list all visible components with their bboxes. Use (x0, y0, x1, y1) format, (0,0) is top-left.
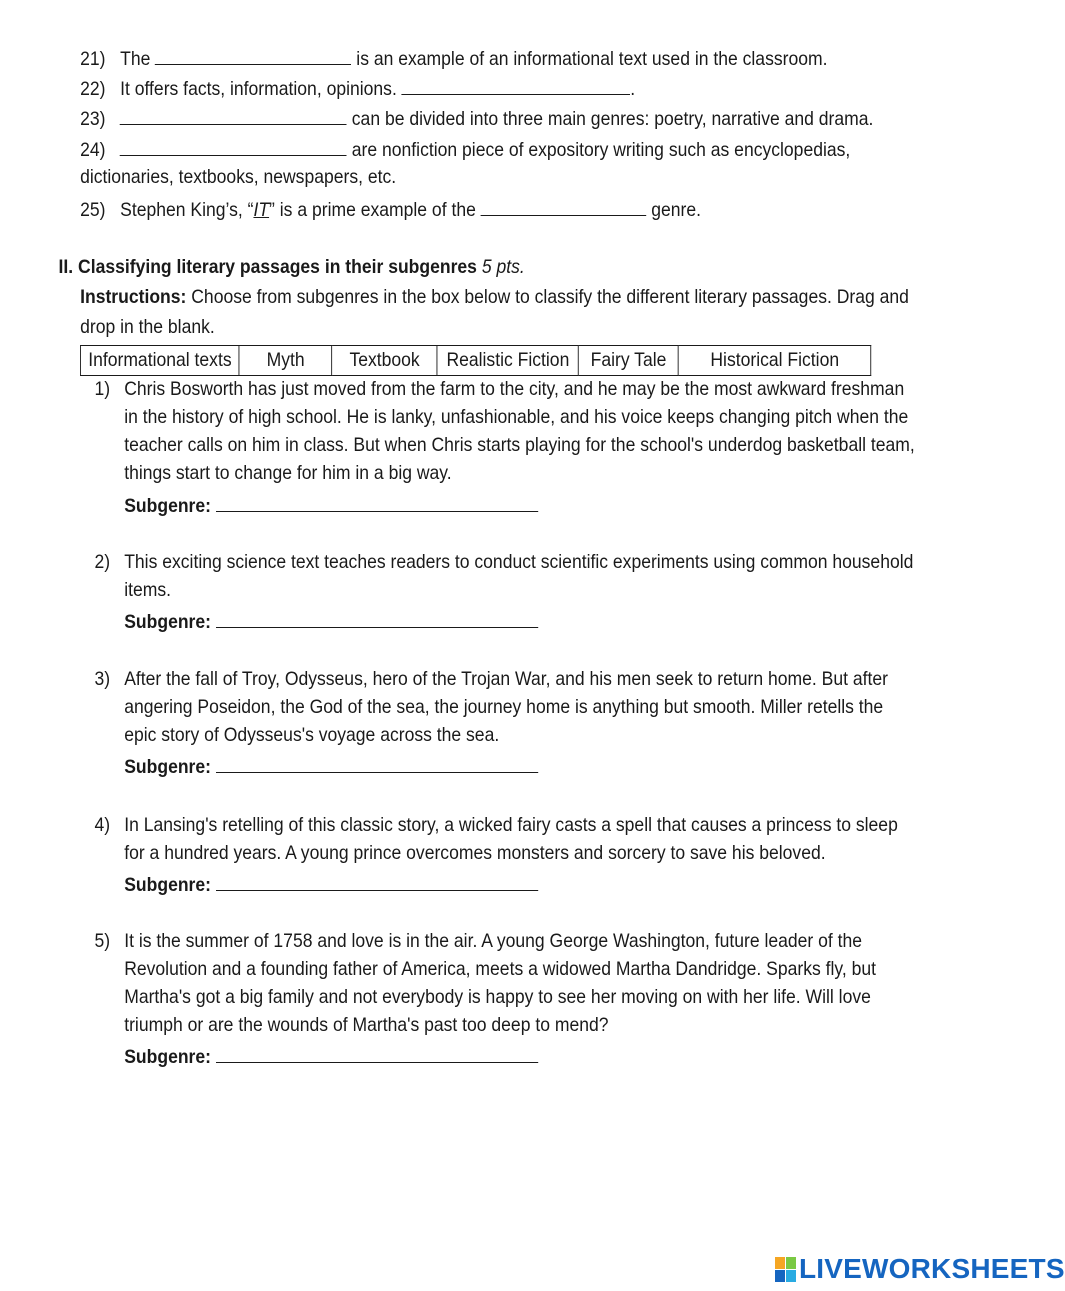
question-21: 21) The is an example of an informational text used in the classroom. (80, 48, 828, 70)
question-22: 22) It offers facts, information, opinions. . (80, 78, 636, 100)
genre-option[interactable]: Realistic Fiction (437, 346, 578, 376)
instructions-continued: drop in the blank. (80, 316, 215, 338)
question-24-continued: dictionaries, textbooks, newspapers, etc. (80, 166, 397, 188)
subgenre-drop-blank[interactable] (216, 610, 538, 628)
subgenre-row: Subgenre: (124, 610, 538, 633)
subgenre-drop-blank[interactable] (216, 873, 538, 891)
question-24: 24) are nonfiction piece of expository writing such as encyclopedias, (80, 139, 851, 161)
genre-option[interactable]: Textbook (332, 346, 437, 376)
subgenre-row: Subgenre: (124, 1045, 538, 1068)
genre-option[interactable]: Myth (239, 346, 332, 376)
answer-blank-22[interactable] (402, 77, 631, 95)
genre-option[interactable]: Historical Fiction (678, 346, 871, 376)
answer-blank-25[interactable] (481, 198, 647, 216)
question-23: 23) can be divided into three main genres: poetry, narrative and drama. (80, 108, 874, 130)
answer-blank-21[interactable] (155, 47, 351, 65)
book-title: IT (253, 199, 270, 221)
liveworksheets-logo-text: LIVEWORKSHEETS (799, 1253, 1065, 1284)
subgenre-drop-blank[interactable] (216, 755, 538, 773)
worksheet-page: 21) The is an example of an informational text used in the classroom. 22) It offers facts, information, opinions. . 23) can be divided into three main genres: poetry, narrative and drama. 24) are nonfiction piece of expository writing such as encyclopedias, dictionaries, textbooks, newspapers, etc. 25) Stephen King’s, “IT” is a prime example of the genre. II. Classifying literary passages in their subgenres 5 pts. Instructions: Choose from subgenres in the box below to classify the different literary passages. Drag and drop in the blank. Informational texts Myth Textbook Realistic Fiction Fairy Tale Historical Fiction 1) Chris Bosworth has just moved from the farm to the city, and he may be the most awkward freshman in the history of high school. He is lanky, unfashionable, and his voice keeps changing pitch when the teacher calls on him in class. But when Chris starts playing for the school's underdog basketball team, things start to change for him in a big way. Subgenre: 2) This exciting science text teaches readers to conduct scientific experiments using common household items. Subgenre: 3) After the fall of Troy, Odysseus, hero of the Trojan War, and his men seek to return home. But after angering Poseidon, the God of the sea, the journey home is anything but smooth. Miller retells the epic story of Odysseus's voyage across the sea. Subgenre: 4) In Lansing's retelling of this classic story, a wicked fairy casts a spell that causes a princess to sleep for a hundred years. A young prince overcomes monsters and sorcery to save his beloved. Subgenre: 5) It is the summer of 1758 and love is in the air. A young George Washington, future leader of the Revolution and a founding father of America, meets a widowed Martha Dandridge. Sparks fly, but Martha's got a big family and not everybody is happy to see her moving on with her life. Will love triumph or are the wounds of Martha's past too deep to mend? Subgenre: (58, 48, 915, 1068)
answer-blank-24[interactable] (120, 138, 347, 156)
genre-option[interactable]: Informational texts (81, 346, 240, 376)
genre-option[interactable]: Fairy Tale (579, 346, 679, 376)
liveworksheets-logo-icon (775, 1256, 797, 1282)
subgenre-row: Subgenre: (124, 494, 538, 517)
instructions: Instructions: Choose from subgenres in the box below to classify the different literary passages. Drag and (80, 286, 909, 308)
subgenre-drop-blank[interactable] (216, 494, 538, 512)
answer-blank-23[interactable] (120, 107, 347, 125)
genre-box (80, 345, 871, 376)
subgenre-row: Subgenre: (124, 873, 538, 896)
section-heading: II. Classifying literary passages in their subgenres 5 pts. (58, 256, 525, 278)
liveworksheets-logo (775, 1255, 1065, 1283)
subgenre-drop-blank[interactable] (216, 1045, 538, 1063)
subgenre-row: Subgenre: (124, 755, 538, 778)
question-25: 25) Stephen King’s, “IT” is a prime example of the genre. (80, 199, 701, 221)
